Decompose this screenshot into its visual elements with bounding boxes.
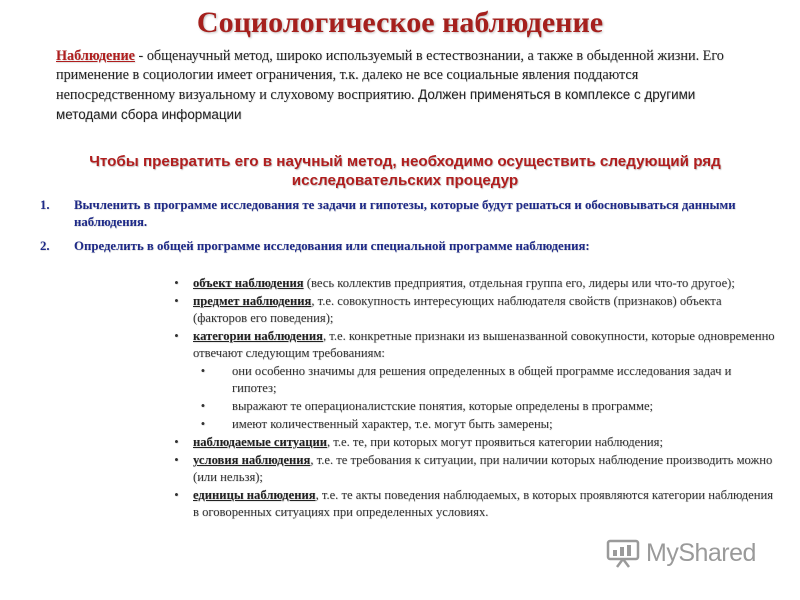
bullet-text: (весь коллектив предприятия, отдельная группа его, лидеры или что-то другое); <box>303 276 735 290</box>
bullet-key: единицы наблюдения <box>193 488 316 502</box>
intro-paragraph <box>56 47 736 125</box>
bullet-icon: • <box>200 399 206 413</box>
bullet-key: объект наблюдения <box>193 276 304 290</box>
bullet-list <box>160 275 775 522</box>
slide-title: Социологическое наблюдение <box>196 6 604 39</box>
presentation-board-icon <box>606 538 640 568</box>
intro-term: Наблюдение <box>56 48 135 64</box>
bullet-key: категории наблюдения <box>193 329 323 343</box>
sub-bullet-text: они особенно значимы для решения определенных в общей программе исследования задач и гипотез; <box>232 364 732 395</box>
item-number: 1. <box>40 198 50 212</box>
bullet-item <box>160 328 775 362</box>
item-text: Определить в общей программе исследования или специальной программе наблюдения: <box>74 239 590 253</box>
bullet-key: условия наблюдения <box>193 453 311 467</box>
bullet-item <box>160 293 775 327</box>
item-text: Вычленить в программе исследования те задачи и гипотезы, которые будут решаться и обосновываться данными наблюдения. <box>74 198 736 229</box>
bullet-item <box>160 275 775 292</box>
sub-bullet-text: имеют количественный характер, т.е. могут быть замерены; <box>232 417 553 431</box>
procedures-heading: Чтобы превратить его в научный метод, необходимо осуществить следующий ряд исследовательских процедур <box>89 153 721 189</box>
intro-text-emphasis: Должен применяться в комплексе с другими методами сбора информации <box>56 87 696 122</box>
watermark-text: MyShared <box>646 538 756 567</box>
bullet-item <box>160 434 775 451</box>
sub-bullet-item <box>160 398 775 415</box>
bullet-icon: • <box>174 329 179 343</box>
bullet-icon: • <box>174 488 179 502</box>
intro-dash: - <box>134 48 147 64</box>
bullet-text: , т.е. совокупность интересующих наблюдателя свойств (признаков) объекта (факторов его поведения); <box>193 294 722 325</box>
bullet-icon: • <box>200 417 206 431</box>
bullet-text: , т.е. конкретные признаки из вышеназванной совокупности, которые одновременно отвечают следующим требованиям: <box>193 329 775 360</box>
bullet-key: предмет наблюдения <box>193 294 312 308</box>
numbered-item <box>40 238 770 255</box>
bullet-icon: • <box>174 435 179 449</box>
numbered-item <box>40 197 770 231</box>
bullet-text: , т.е. те, при которых могут проявиться категории наблюдения; <box>326 435 663 449</box>
bullet-item <box>160 452 775 486</box>
sub-bullet-item <box>160 416 775 433</box>
numbered-list <box>40 197 770 262</box>
bullet-icon: • <box>174 453 179 467</box>
sub-bullet-item <box>160 363 775 397</box>
bullet-text: , т.е. те акты поведения наблюдаемых, в которых проявляются категории наблюдения в оговоренных ситуациях при определенных условиях. <box>193 488 774 519</box>
intro-text: общенаучный метод, широко используемый в естествознании, а также в обыденной жизни. Его применение в социологии имеет ограничения, т.к. далеко не все социальные явления поддаются непосредственному визуальному и слуховому восприятию. <box>56 48 724 103</box>
bullet-icon: • <box>200 364 206 378</box>
item-number: 2. <box>40 239 50 253</box>
bullet-key: наблюдаемые ситуации <box>193 435 327 449</box>
bullet-icon: • <box>174 276 179 290</box>
myshared-watermark[interactable] <box>606 536 756 570</box>
bullet-item <box>160 487 775 521</box>
bullet-text: , т.е. те требования к ситуации, при наличии которых наблюдение производить можно (или нельзя); <box>193 453 773 484</box>
bullet-icon: • <box>174 294 179 308</box>
sub-bullet-text: выражают те операционалистские понятия, которые определены в программе; <box>232 399 654 413</box>
